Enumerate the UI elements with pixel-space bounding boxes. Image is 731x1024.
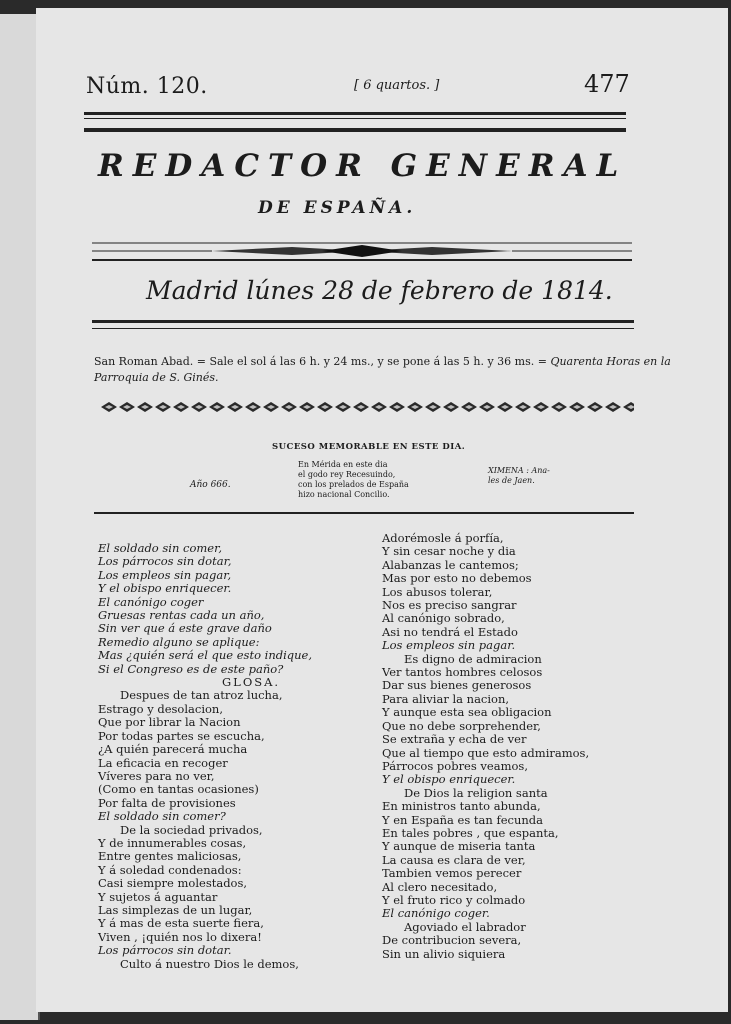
section-divider — [94, 512, 634, 514]
poem-line: Asi no tendrá el Estado — [382, 624, 518, 639]
poem-line: Ver tantos hombres celosos — [382, 665, 543, 680]
poem-line: (Como en tantas ocasiones) — [98, 782, 259, 797]
poem-line: Se extraña y echa de ver — [382, 732, 527, 747]
poem-line: Culto á nuestro Dios le demos, — [120, 956, 299, 971]
poem-line: El soldado sin comer, — [98, 541, 222, 555]
suceso-heading: SUCESO MEMORABLE EN ESTE DIA. — [272, 442, 466, 452]
suceso-event-line: hizo nacional Concilio. — [298, 490, 390, 499]
poem-line: Las simplezas de un lugar, — [98, 902, 253, 917]
poem-line: Que por librar la Nacion — [98, 715, 241, 730]
poem-line: De contribucion severa, — [382, 933, 522, 948]
suceso-event — [298, 460, 428, 500]
poem-line: Los empleos sin pagar, — [98, 567, 232, 582]
previous-page-edge — [0, 14, 40, 1020]
poem-right-column — [382, 532, 589, 961]
poem-line: Los abusos tolerar, — [382, 584, 493, 599]
poem-line: Si el Congreso es de este paño? — [98, 661, 284, 676]
poem-line: Adorémosle á porfía, — [382, 531, 504, 545]
poem-line: Estrago y desolacion, — [98, 701, 223, 716]
poem-line: Y el obispo enriquecer. — [382, 772, 516, 787]
poem-line: Y aunque de miseria tanta — [382, 839, 536, 854]
page-number: 477 — [584, 70, 630, 98]
poem-line: Alabanzas le cantemos; — [382, 557, 519, 572]
poem-line: Y el obispo enriquecer. — [98, 581, 232, 596]
poem-line: La causa es clara de ver, — [382, 852, 526, 867]
poem-line: ¿A quién parecerá mucha — [98, 742, 248, 757]
poem-line: Y á soledad condenados: — [98, 862, 242, 877]
newspaper-subtitle: DE ESPAÑA. — [258, 198, 417, 218]
dateline: Madrid lúnes 28 de febrero de 1814. — [146, 276, 613, 305]
poem-line: Y el fruto rico y colmado — [382, 892, 526, 907]
poem-line: Los párrocos sin dotar, — [98, 554, 232, 569]
poem-line: De Dios la religion santa — [404, 785, 548, 800]
suceso-event-line: En Mérida en este dia — [298, 460, 388, 469]
poem-line: Mas ¿quién será el que esto indique, — [98, 648, 313, 663]
suceso-source-line: XIMENA : Ana- — [488, 466, 550, 475]
dateline-bottom-rule-thin — [92, 328, 634, 329]
poem-line: GLOSA. — [222, 675, 281, 690]
poem-line: Los empleos sin pagar. — [382, 638, 516, 653]
poem-line: Gruesas rentas cada un año, — [98, 608, 265, 623]
masthead-top-rule-thin — [84, 118, 626, 119]
poem-line: Y sin cesar noche y dia — [382, 544, 516, 559]
almanac-entry — [94, 354, 674, 386]
poem-line: Para aliviar la nacion, — [382, 691, 510, 706]
suceso-year: Año 666. — [190, 480, 231, 490]
poem-line: Es digno de admiracion — [404, 651, 542, 666]
poem-line: Y de innumerables cosas, — [98, 835, 247, 850]
poem-line: Tambien vemos perecer — [382, 866, 522, 881]
poem-line: Al canónigo sobrado, — [382, 611, 505, 626]
poem-line: Al clero necesitado, — [382, 879, 498, 894]
poem-line: El canónigo coger. — [382, 906, 490, 921]
poem-line: El soldado sin comer? — [98, 809, 226, 824]
poem-line: Y á mas de esta suerte fiera, — [98, 916, 264, 931]
poem-line: Por falta de provisiones — [98, 795, 236, 810]
suceso-source — [488, 466, 568, 486]
poem-line: Que al tiempo que esto admiramos, — [382, 745, 590, 760]
dateline-bottom-rule — [92, 320, 634, 323]
newspaper-page — [36, 8, 728, 1012]
poem-line: Remedio alguno se aplique: — [98, 634, 260, 649]
almanac-text: San Roman Abad. = Sale el sol á las 6 h. y 24 ms., y se pone á las 5 h. y 36 ms. = — [94, 355, 547, 368]
poem-line: Y aunque esta sea obligacion — [382, 705, 552, 720]
poem-line: Sin un alivio siquiera — [382, 946, 506, 961]
poem-line: Viven , ¡quién nos lo dixera! — [98, 929, 262, 944]
poem-line: Y en España es tan fecunda — [382, 812, 543, 827]
poem-line: De la sociedad privados, — [120, 822, 263, 837]
poem-line: Los párrocos sin dotar. — [98, 943, 232, 958]
poem-line: Mas por esto no debemos — [382, 571, 532, 586]
decorative-rule-ornament — [92, 240, 632, 262]
poem-line: Entre gentes maliciosas, — [98, 849, 242, 864]
newspaper-title: REDACTOR GENERAL — [98, 148, 628, 184]
poem-line: Dar sus bienes generosos — [382, 678, 532, 693]
poem-line: Víveres para no ver, — [98, 768, 215, 783]
masthead-top-rule — [84, 112, 626, 115]
poem-left-column — [98, 542, 312, 971]
poem-line: Párrocos pobres veamos, — [382, 758, 528, 773]
poem-line: Despues de tan atroz lucha, — [120, 688, 283, 703]
poem-line: En ministros tanto abunda, — [382, 799, 541, 814]
suceso-event-line: el godo rey Recesuindo, — [298, 470, 396, 479]
poem-line: La eficacia en recoger — [98, 755, 228, 770]
suceso-source-line: les de Jaen. — [488, 476, 535, 485]
poem-line: Casi siempre molestados, — [98, 876, 248, 891]
poem-line: Por todas partes se escucha, — [98, 728, 265, 743]
masthead-top-rule-thick — [84, 128, 626, 132]
poem-line: El canónigo coger — [98, 594, 204, 609]
almanac-italic-text: Quarenta Horas en la Parroquia de S. Ginés. — [94, 355, 671, 384]
poem-line: Agoviado el labrador — [404, 919, 526, 934]
poem-line: En tales pobres , que espanta, — [382, 825, 559, 840]
issue-number: Núm. 120. — [86, 74, 208, 99]
poem-line: Y sujetos á aguantar — [98, 889, 218, 904]
poem-line: Nos es preciso sangrar — [382, 598, 517, 613]
poem-line: Sin ver que á este grave daño — [98, 621, 272, 636]
issue-price: [ 6 quartos. ] — [354, 78, 440, 93]
diamond-border-ornament — [100, 400, 634, 414]
suceso-event-line: con los prelados de España — [298, 480, 409, 489]
poem-line: Que no debe sorprehender, — [382, 718, 541, 733]
